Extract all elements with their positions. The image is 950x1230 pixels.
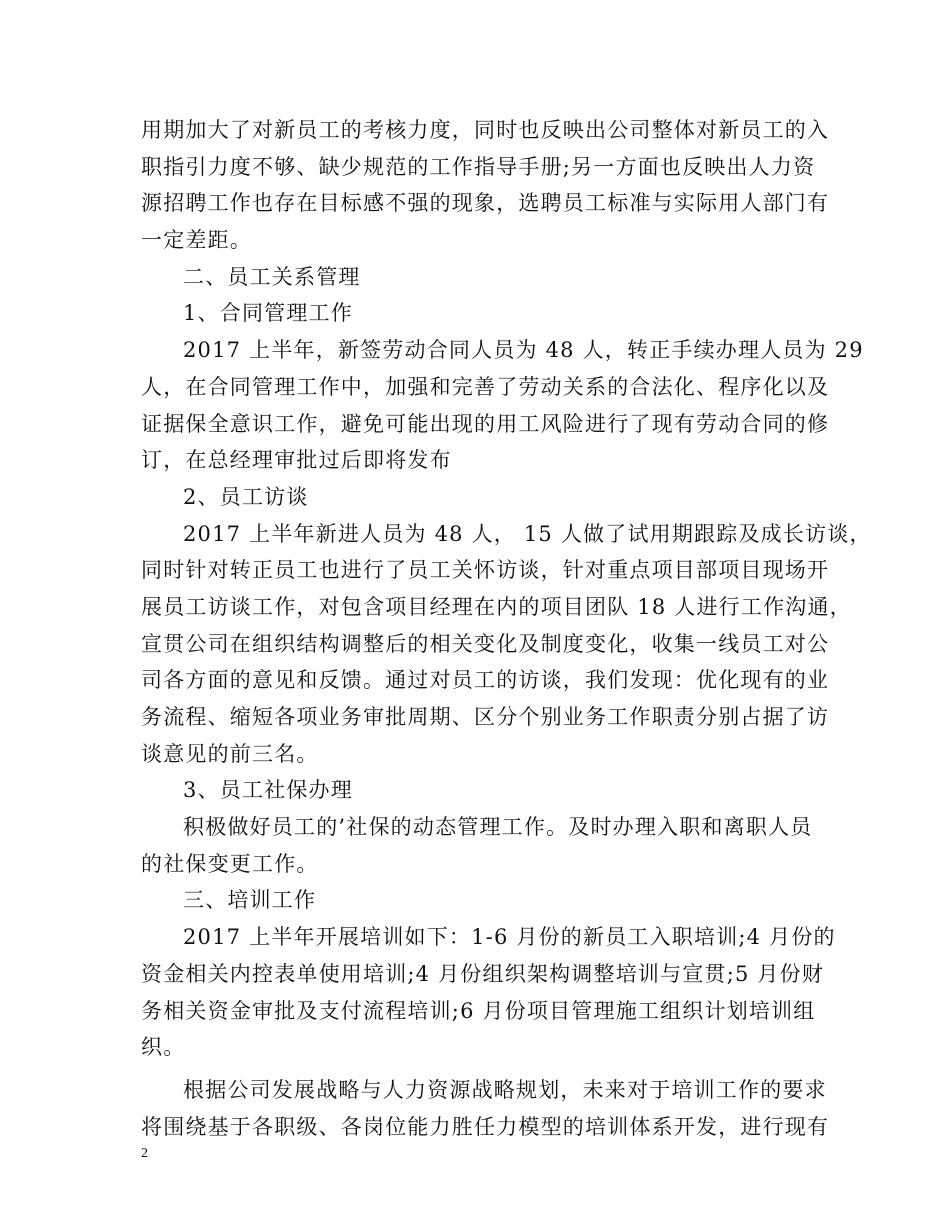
text-line: 一定差距。 (141, 228, 252, 253)
text-line: 司各方面的意见和反馈。通过对员工的访谈，我们发现：优化现有的业 (141, 668, 830, 693)
section-heading: 二、员工关系管理 (183, 264, 361, 289)
text-line: 务流程、缩短各项业务审批周期、区分个别业务工作职责分别占据了访 (141, 705, 830, 729)
paragraph-start-line: 2017 上半年，新签劳动合同人员为 48 人，转正手续办理人员为 29 (183, 338, 864, 363)
text-line: 展员工访谈工作，对包含项目经理在内的项目团队 18 人进行工作沟通， (141, 594, 852, 619)
text-line: 职指引力度不够、缺少规范的工作指导手册;另一方面也反映出人力资 (141, 154, 816, 179)
text-line: 资金相关内控表单使用培训;4 月份组织架构调整培训与宣贯;5 月份财 (141, 961, 825, 986)
text-line: 源招聘工作也存在目标感不强的现象，选聘员工标准与实际用人部门有 (141, 191, 830, 216)
text-line: 人，在合同管理工作中，加强和完善了劳动关系的合法化、程序化以及 (141, 374, 830, 399)
paragraph-start-line: 2017 上半年新进人员为 48 人， 15 人做了试用期跟踪及成长访谈， (183, 521, 872, 546)
page-number: 2 (141, 1146, 148, 1161)
document-body (141, 112, 872, 1145)
paragraph-start-line: 根据公司发展战略与人力资源战略规划，未来对于培训工作的要求 (183, 1077, 827, 1102)
text-line: 同时针对转正员工也进行了员工关怀访谈，针对重点项目部项目现场开 (141, 558, 830, 583)
paragraph-start-line: 2017 上半年开展培训如下：1-6 月份的新员工入职培训;4 月份的 (183, 925, 836, 950)
subsection-heading: 2、员工访谈 (183, 484, 309, 509)
text-line: 的社保变更工作。 (141, 851, 319, 876)
subsection-heading: 1、合同管理工作 (183, 301, 353, 326)
text-line: 宣贯公司在组织结构调整后的相关变化及制度变化，收集一线员工对公 (141, 631, 830, 656)
text-line: 织。 (141, 1035, 186, 1060)
text-line: 将围绕基于各职级、各岗位能力胜任力模型的培训体系开发，进行现有 (141, 1114, 830, 1139)
section-heading: 三、培训工作 (183, 888, 317, 913)
text-line: 订，在总经理审批过后即将发布 (141, 448, 452, 473)
text-line: 务相关资金审批及支付流程培训;6 月份项目管理施工组织计划培训组 (141, 998, 816, 1023)
text-line: 谈意见的前三名。 (141, 741, 319, 766)
text-line: 用期加大了对新员工的考核力度，同时也反映出公司整体对新员工的入 (141, 118, 830, 142)
subsection-heading: 3、员工社保办理 (183, 778, 353, 803)
paragraph-start-line: 积极做好员工的’社保的动态管理工作。及时办理入职和离职人员 (183, 815, 813, 840)
text-line: 证据保全意识工作，避免可能出现的用工风险进行了现有劳动合同的修 (141, 411, 830, 436)
